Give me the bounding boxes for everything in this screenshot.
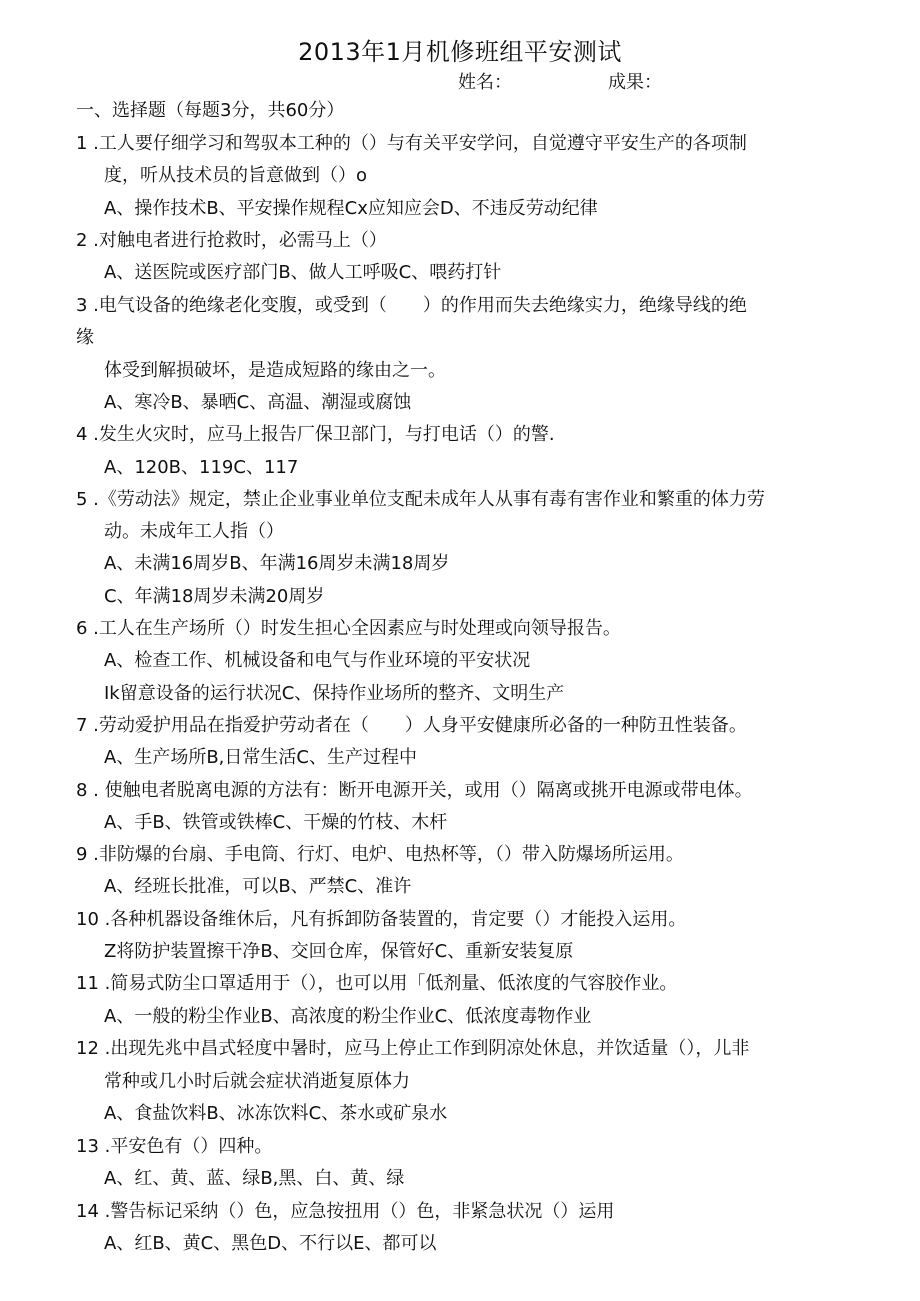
question-1: 1 .工人要仔细学习和驾驭本工种的（）与有关平安学问，自觉遵守平安生产的各项制 (76, 133, 747, 154)
question-1-continued: 度，听从技术员的旨意做到（）o (104, 165, 368, 186)
question-6: 6 .工人在生产场所（）时发生担心全因素应与时处理或向领导报告。 (76, 618, 621, 639)
question-14: 14 .警告标记采纳（）色，应急按扭用（）色，非紧急状况（）运用 (76, 1201, 615, 1222)
question-8-options: A、手B、铁管或铁棒C、干燥的竹枝、木杆 (104, 812, 448, 833)
question-3-options: A、寒冷B、暴晒C、高温、潮湿或腐蚀 (104, 392, 412, 413)
question-10: 10 .各种机器设备维休后，凡有拆卸防备装置的，肯定要（）才能投入运用。 (76, 909, 687, 930)
question-6-options: A、检查工作、机械设备和电气与作业环境的平安状况 (104, 650, 531, 671)
question-4: 4 .发生火灾时，应马上报告厂保卫部门，与打电话（）的警. (76, 424, 555, 445)
question-3-continued-2: 体受到解损破坏，是造成短路的缘由之一。 (104, 360, 446, 381)
question-12-continued: 常种或几小时后就会症状消逝复原体力 (104, 1071, 410, 1092)
question-2: 2 .对触电者进行抢救时，必需马上（） (76, 230, 387, 251)
question-5-options-2: C、年满18周岁未满20周岁 (104, 586, 325, 607)
question-2-options: A、送医院或医疗部门B、做人工呼吸C、喂药打针 (104, 262, 502, 283)
question-6-options-2: Ik留意设备的运行状况C、保持作业场所的整齐、文明生产 (104, 683, 565, 704)
question-13: 13 .平安色有（）四种。 (76, 1136, 273, 1157)
page-title: 2013年1月机修班组平安测试 (298, 38, 622, 66)
question-11: 11 .简易式防尘口罩适用于（），也可以用「低剂量、低浓度的气容胶作业。 (76, 973, 678, 994)
question-3: 3 .电气设备的绝缘老化变腹，或受到（ ）的作用而失去绝缘实力，绝缘导线的绝 (76, 295, 747, 316)
question-12: 12 .出现先兆中昌式轻度中暑时，应马上停止工作到阴凉处休息，并饮适量（），儿非 (76, 1038, 750, 1059)
question-12-options: A、食盐饮料B、冰冻饮料C、茶水或矿泉水 (104, 1103, 448, 1124)
question-9-options: A、经班长批准，可以B、严禁C、准许 (104, 876, 412, 897)
question-5: 5 .《劳动法》规定，禁止企业事业单位支配未成年人从事有毒有害作业和繁重的体力劳 (76, 489, 765, 510)
question-3-continued: 缘 (76, 327, 94, 348)
name-label: 姓名： (458, 72, 512, 93)
question-10-options: Z将防护装置擦干净B、交回仓库，保管好C、重新安装复原 (104, 941, 574, 962)
question-8: 8 . 使触电者脱离电源的方法有：断开电源开关，或用（）隔离或挑开电源或带电体。 (76, 780, 753, 801)
question-7: 7 .劳动爱护用品在指爱护劳动者在（ ）人身平安健康所必备的一种防丑性装备。 (76, 715, 747, 736)
question-13-options: A、红、黄、蓝、绿B,黑、白、黄、绿 (104, 1168, 405, 1189)
question-14-options: A、红B、黄C、黑色D、不行以E、都可以 (104, 1233, 437, 1254)
question-5-options: A、未满16周岁B、年满16周岁未满18周岁 (104, 553, 450, 574)
section-heading: 一、选择题（每题3分，共60分） (76, 100, 345, 121)
question-9: 9 .非防爆的台扇、手电筒、行灯、电炉、电热杯等，（）带入防爆场所运用。 (76, 844, 684, 865)
question-5-continued: 动。未成年工人指（） (104, 521, 284, 542)
question-4-options: A、120B、119C、117 (104, 457, 299, 478)
score-label: 成果： (608, 72, 662, 93)
question-1-options: A、操作技术B、平安操作规程Cx应知应会D、不违反劳动纪律 (104, 198, 598, 219)
question-11-options: A、一般的粉尘作业B、高浓度的粉尘作业C、低浓度毒物作业 (104, 1006, 592, 1027)
question-7-options: A、生产场所B,日常生活C、生产过程中 (104, 747, 417, 768)
